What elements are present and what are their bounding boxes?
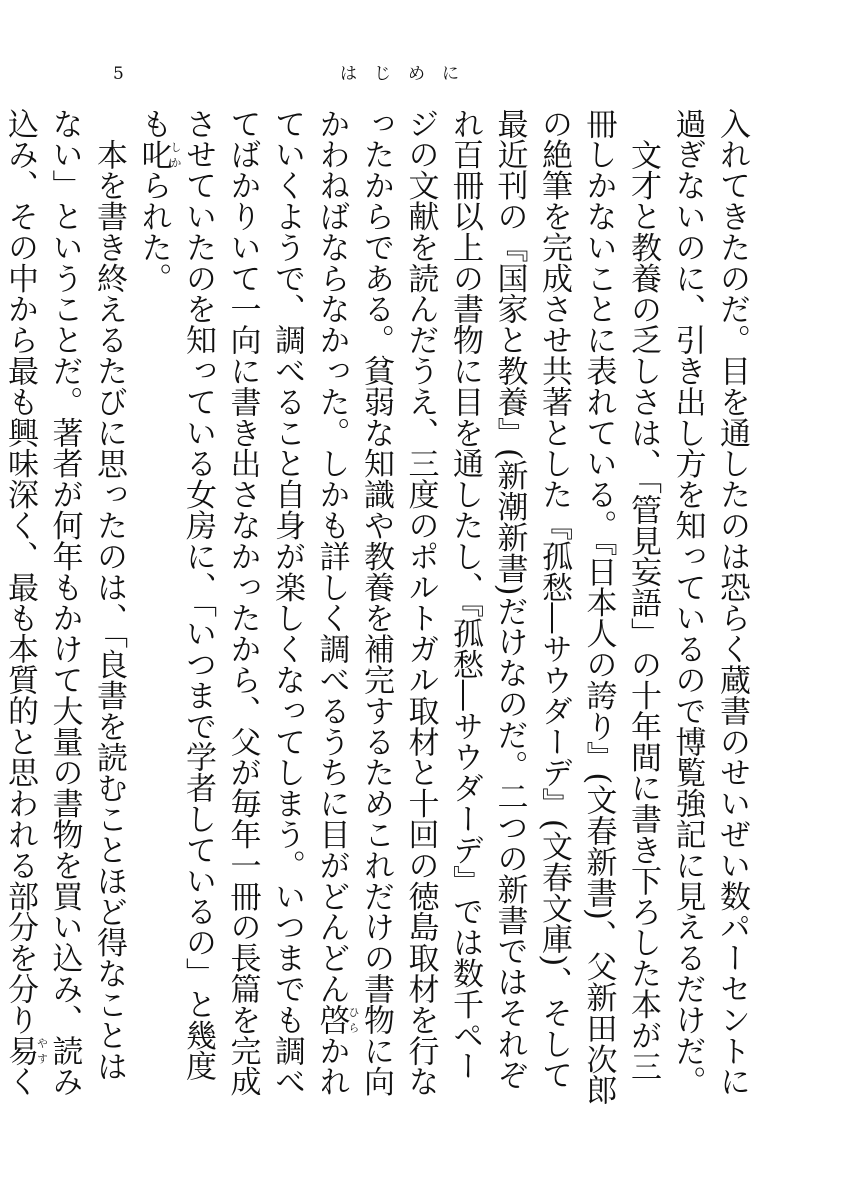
ruby-reading: ひら xyxy=(347,1004,360,1035)
running-header: はじめに xyxy=(340,64,476,84)
ruby-reading: しか xyxy=(169,138,182,170)
body-text xyxy=(2,108,754,1108)
paragraph-2-text-a: 文才と教養の乏しさは、「管見妄語」の十年間に書き下ろした本が三冊しかないことに表れている。『日本人の誇り』(文春新書)、父新田次郎の絶筆を完成させ共著とした『孤愁―サウダーデ』(文春文庫)、そして最近刊の『国家と教養』(新潮新書)だけなのだ。二つの新書ではそれぞれ百冊以上の書物に目を通したし、『孤愁―サウダーデ』では数千ページの文献を読んだうえ、三度のポルトガル取材と十回の徳島取材を行なったからである。貧弱な知識や教養を補完するためこれだけの書物に向かわねばならなかった。しかも詳しく調べるうちに目がどんどん xyxy=(313,108,661,1106)
paragraph-3-text-b: く xyxy=(2,1065,38,1097)
ruby-hira xyxy=(313,1004,360,1036)
paragraph-3-text-a: 本を書き終えるたびに思ったのは、「良書を読むことほど得なことはない」ということだ。著者が何年もかけて大量の書物を買い込み、読み込み、その中から最も興味深く、最も本質的と思われる部分を分り xyxy=(2,108,127,1097)
paragraph-2 xyxy=(131,108,665,1108)
ruby-yasu xyxy=(2,1035,49,1066)
ruby-base: 叱 xyxy=(135,138,172,170)
ruby-base: 易 xyxy=(2,1035,38,1066)
paragraph-1: 入れてきたのだ。目を通したのは恐らく蔵書のせいぜい数パーセントに過ぎないのに、引き出し方を知っているので博覧強記に見えるだけだ。 xyxy=(669,108,750,1097)
paragraph-2-text-b: かれていくようで、調べること自身が楽しくなってしまう。いつまでも調べてばかりいて一向に書き出さなかったから、父が毎年一冊の長篇を完成させていたのを知っている女房に、「いつまで学者しているの」と幾度も xyxy=(135,108,350,1097)
ruby-base: 啓 xyxy=(313,1004,350,1036)
page-number: 5 xyxy=(113,64,124,84)
paragraph-3 xyxy=(0,108,131,1108)
ruby-reading: やす xyxy=(35,1035,49,1066)
paragraph-2-text-c: られた。 xyxy=(135,169,172,294)
ruby-shika xyxy=(135,138,182,170)
